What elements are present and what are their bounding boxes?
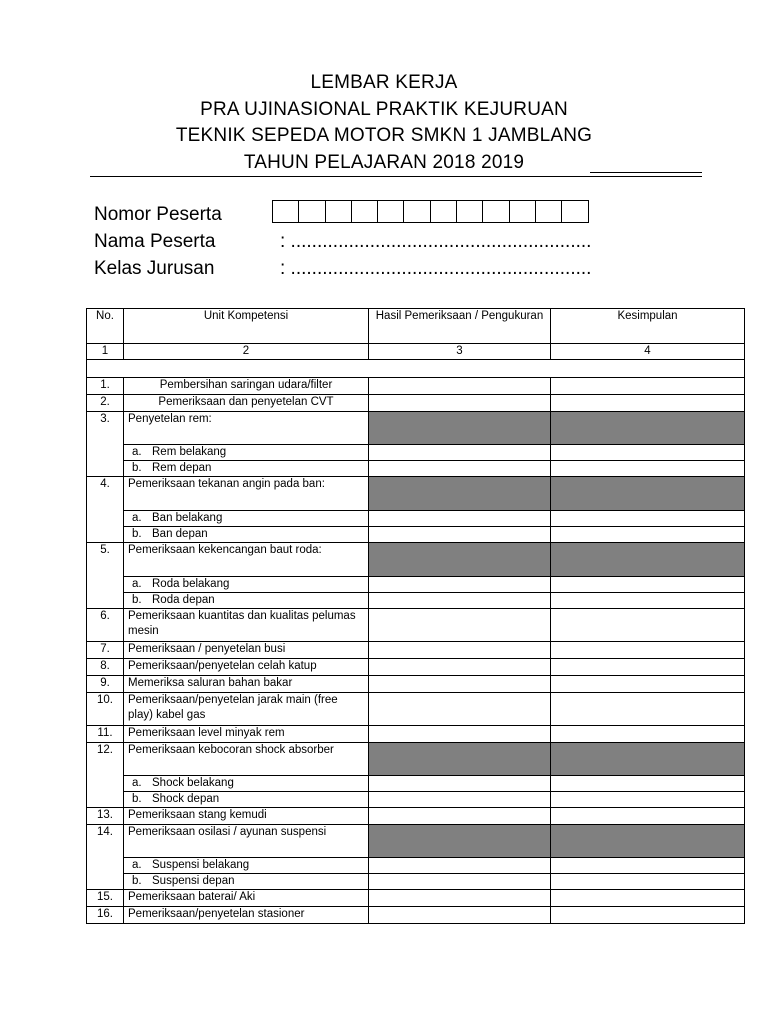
title-line-3: TEKNIK SEPEDA MOTOR SMKN 1 JAMBLANG <box>175 125 593 146</box>
title-line-1: LEMBAR KERJA <box>310 72 458 93</box>
colnum-4: 4 <box>551 344 745 360</box>
kesimpulan-cell[interactable] <box>551 642 745 659</box>
table-row <box>87 693 745 726</box>
title-line-2: PRA UJINASIONAL PRAKTIK KEJURUAN <box>200 98 568 120</box>
hasil-cell[interactable] <box>369 609 551 642</box>
table-row <box>87 676 745 693</box>
table-row <box>87 743 745 776</box>
row-number: 5. <box>87 543 124 609</box>
sub-item-label: b. Roda depan <box>124 593 369 609</box>
header-no: No. <box>87 309 124 344</box>
table-row <box>87 609 745 642</box>
hasil-cell[interactable] <box>369 527 551 543</box>
table-row <box>87 808 745 825</box>
table-row <box>87 412 745 445</box>
sub-row <box>87 593 745 609</box>
kesimpulan-cell[interactable] <box>551 609 745 642</box>
row-number: 15. <box>87 890 124 907</box>
kelas-jurusan-value[interactable]: : ......................................................... <box>280 258 592 279</box>
digit-box[interactable] <box>457 200 483 223</box>
row-number: 16. <box>87 907 124 924</box>
colnum-3: 3 <box>369 344 551 360</box>
row-label: Pemeriksaan osilasi / ayunan suspensi <box>124 825 369 858</box>
hasil-cell[interactable] <box>369 642 551 659</box>
sub-item-label: b. Shock depan <box>124 792 369 808</box>
table-row <box>87 907 745 924</box>
kesimpulan-cell[interactable] <box>551 874 745 890</box>
sub-row <box>87 527 745 543</box>
hasil-cell[interactable] <box>369 659 551 676</box>
shaded-cell <box>551 477 745 511</box>
colnum-1: 1 <box>87 344 124 360</box>
worksheet-table <box>86 308 745 924</box>
kesimpulan-cell[interactable] <box>551 461 745 477</box>
row-number: 3. <box>87 412 124 477</box>
sub-row <box>87 511 745 527</box>
sub-item-label: a. Suspensi belakang <box>124 858 369 874</box>
row-label: Pemeriksaan dan penyetelan CVT <box>124 395 369 412</box>
document-header <box>0 70 768 176</box>
hasil-cell[interactable] <box>369 511 551 527</box>
digit-box[interactable] <box>352 200 378 223</box>
header-divider <box>90 176 702 177</box>
digit-box[interactable] <box>536 200 562 223</box>
kesimpulan-cell[interactable] <box>551 776 745 792</box>
table-row <box>87 726 745 743</box>
row-label: Pemeriksaan tekanan angin pada ban: <box>124 477 369 511</box>
digit-box[interactable] <box>431 200 457 223</box>
hasil-cell[interactable] <box>369 693 551 726</box>
hasil-cell[interactable] <box>369 808 551 825</box>
sub-item-label: b. Ban depan <box>124 527 369 543</box>
kesimpulan-cell[interactable] <box>551 792 745 808</box>
kesimpulan-cell[interactable] <box>551 445 745 461</box>
shaded-cell <box>369 543 551 577</box>
kesimpulan-cell[interactable] <box>551 511 745 527</box>
hasil-cell[interactable] <box>369 461 551 477</box>
hasil-cell[interactable] <box>369 858 551 874</box>
digit-box[interactable] <box>510 200 536 223</box>
hasil-cell[interactable] <box>369 890 551 907</box>
kesimpulan-cell[interactable] <box>551 577 745 593</box>
kesimpulan-cell[interactable] <box>551 808 745 825</box>
row-label: Pemeriksaan/penyetelan stasioner <box>124 907 369 924</box>
shaded-cell <box>369 477 551 511</box>
table-row <box>87 825 745 858</box>
row-label: Pemeriksaan kuantitas dan kualitas pelumas mesin <box>124 609 369 642</box>
hasil-cell[interactable] <box>369 726 551 743</box>
digit-box[interactable] <box>273 200 299 223</box>
shaded-cell <box>369 412 551 445</box>
table-row <box>87 890 745 907</box>
shaded-cell <box>369 825 551 858</box>
hasil-cell[interactable] <box>369 907 551 924</box>
kelas-jurusan-label: Kelas Jurusan <box>94 258 215 279</box>
row-label: Pemeriksaan kekencangan baut roda: <box>124 543 369 577</box>
row-label: Pemeriksaan level minyak rem <box>124 726 369 743</box>
sub-row <box>87 577 745 593</box>
table-row <box>87 395 745 412</box>
shaded-cell <box>551 412 745 445</box>
header-divider-short <box>590 172 702 173</box>
digit-box[interactable] <box>404 200 430 223</box>
kesimpulan-cell[interactable] <box>551 907 745 924</box>
kesimpulan-cell[interactable] <box>551 726 745 743</box>
row-label: Pemeriksaan baterai/ Aki <box>124 890 369 907</box>
table-row <box>87 543 745 577</box>
sub-item-label: a. Rem belakang <box>124 445 369 461</box>
table-row <box>87 477 745 511</box>
digit-box[interactable] <box>483 200 509 223</box>
hasil-cell[interactable] <box>369 395 551 412</box>
hasil-cell[interactable] <box>369 676 551 693</box>
sub-row <box>87 874 745 890</box>
nomor-peserta-label: Nomor Peserta <box>94 204 222 225</box>
sub-row <box>87 445 745 461</box>
row-number: 6. <box>87 609 124 642</box>
sub-item-label: b. Rem depan <box>124 461 369 477</box>
row-label: Pemeriksaan/penyetelan jarak main (free play) kabel gas <box>124 693 369 726</box>
digit-box[interactable] <box>299 200 325 223</box>
table-header-row <box>87 309 745 344</box>
row-label: Pemeriksaan / penyetelan busi <box>124 642 369 659</box>
hasil-cell[interactable] <box>369 445 551 461</box>
kesimpulan-cell[interactable] <box>551 378 745 395</box>
row-number: 10. <box>87 693 124 726</box>
sub-row <box>87 776 745 792</box>
sub-row <box>87 461 745 477</box>
row-number: 11. <box>87 726 124 743</box>
sub-item-label: b. Suspensi depan <box>124 874 369 890</box>
sub-row <box>87 792 745 808</box>
row-number: 2. <box>87 395 124 412</box>
row-label: Pemeriksaan/penyetelan celah katup <box>124 659 369 676</box>
row-number: 8. <box>87 659 124 676</box>
row-number: 1. <box>87 378 124 395</box>
nomor-peserta-boxes[interactable] <box>272 200 589 223</box>
digit-box[interactable] <box>326 200 352 223</box>
nama-peserta-value[interactable]: : ......................................................... <box>280 231 592 252</box>
row-number: 4. <box>87 477 124 543</box>
shaded-cell <box>551 743 745 776</box>
row-number: 7. <box>87 642 124 659</box>
spacer-cell <box>87 360 745 378</box>
table-row <box>87 642 745 659</box>
row-label: Pemeriksaan stang kemudi <box>124 808 369 825</box>
colnum-2: 2 <box>124 344 369 360</box>
header-hasil: Hasil Pemeriksaan / Pengukuran <box>369 309 551 344</box>
kesimpulan-cell[interactable] <box>551 676 745 693</box>
kesimpulan-cell[interactable] <box>551 593 745 609</box>
header-kesimpulan: Kesimpulan <box>551 309 745 344</box>
hasil-cell[interactable] <box>369 792 551 808</box>
row-label: Memeriksa saluran bahan bakar <box>124 676 369 693</box>
nama-peserta-label: Nama Peserta <box>94 231 216 252</box>
row-number: 9. <box>87 676 124 693</box>
shaded-cell <box>551 825 745 858</box>
sub-item-label: a. Roda belakang <box>124 577 369 593</box>
table-row <box>87 659 745 676</box>
digit-box[interactable] <box>562 200 588 223</box>
row-label: Pembersihan saringan udara/filter <box>124 378 369 395</box>
column-number-row <box>87 344 745 360</box>
hasil-cell[interactable] <box>369 874 551 890</box>
sub-row <box>87 858 745 874</box>
row-label: Penyetelan rem: <box>124 412 369 445</box>
shaded-cell <box>369 743 551 776</box>
kesimpulan-cell[interactable] <box>551 858 745 874</box>
title-line-4: TAHUN PELAJARAN 2018 2019 <box>243 151 525 173</box>
kesimpulan-cell[interactable] <box>551 395 745 412</box>
header-unit-kompetensi: Unit Kompetensi <box>124 309 369 344</box>
kesimpulan-cell[interactable] <box>551 890 745 907</box>
sub-item-label: a. Shock belakang <box>124 776 369 792</box>
digit-box[interactable] <box>378 200 404 223</box>
hasil-cell[interactable] <box>369 577 551 593</box>
kesimpulan-cell[interactable] <box>551 693 745 726</box>
row-number: 12. <box>87 743 124 808</box>
table-row <box>87 378 745 395</box>
shaded-cell <box>551 543 745 577</box>
kesimpulan-cell[interactable] <box>551 659 745 676</box>
sub-item-label: a. Ban belakang <box>124 511 369 527</box>
row-number: 14. <box>87 825 124 890</box>
row-number: 13. <box>87 808 124 825</box>
hasil-cell[interactable] <box>369 593 551 609</box>
row-label: Pemeriksaan kebocoran shock absorber <box>124 743 369 776</box>
spacer-row <box>87 360 745 378</box>
hasil-cell[interactable] <box>369 776 551 792</box>
hasil-cell[interactable] <box>369 378 551 395</box>
kesimpulan-cell[interactable] <box>551 527 745 543</box>
